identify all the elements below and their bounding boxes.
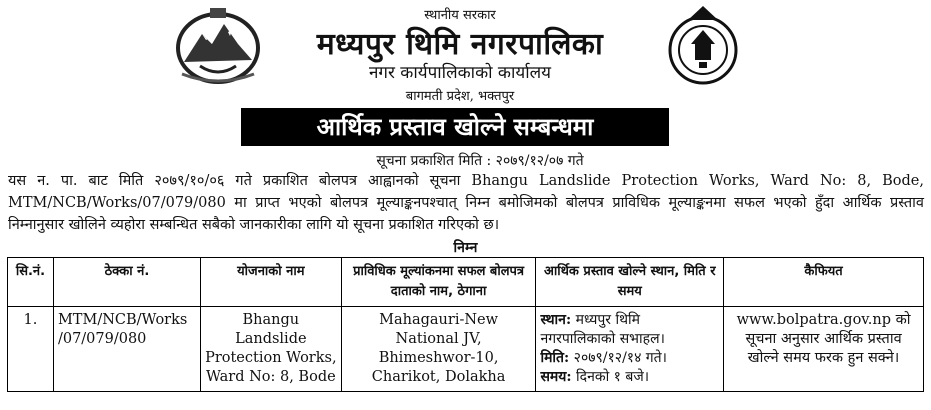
nepal-emblem-logo [172, 4, 264, 86]
cell-bidder: Mahagauri-New National JV, Bhimeshwor-10, Charikot, Dolakha [341, 307, 536, 392]
cell-project: Bhangu Landslide Protection Works, Ward No: 8, Bode [200, 307, 341, 392]
municipality-name: मध्यपुर थिमि नगरपालिका [316, 27, 604, 62]
government-label: स्थानीय सरकार [424, 8, 496, 23]
cell-remarks: www.bolpatra.gov.np को सूचना अनुसार आर्थिक प्रस्ताव खोल्ने समय फरक हुन सक्ने। [724, 307, 924, 392]
bid-table [7, 257, 924, 392]
notice-title: आर्थिक प्रस्ताव खोल्ने सम्बन्धमा [241, 108, 669, 146]
table-header-row [8, 258, 924, 307]
place-value: मध्यपुर थिमि नगरपालिकाको सभाहल। [540, 312, 665, 347]
cell-opening [536, 307, 724, 392]
table-row [8, 307, 924, 392]
list-label: निम्न [453, 240, 478, 256]
header-project: योजनाको नाम [200, 258, 341, 307]
header-contract-no: ठेक्का नं. [53, 258, 200, 307]
header-remarks: कैफियत [724, 258, 924, 307]
header-bidder: प्राविधिक मूल्यांकनमा सफल बोलपत्र दाताको नाम, ठेगाना [341, 258, 536, 307]
place-label: स्थान: [540, 312, 572, 328]
header-opening: आर्थिक प्रस्ताव खोल्ने स्थान, मिति र समय [536, 258, 724, 307]
time-label: समय: [540, 369, 572, 385]
office-name: नगर कार्यपालिकाको कार्यालय [368, 63, 552, 83]
municipality-seal-logo [666, 4, 740, 86]
notice-body: यस न. पा. बाट मिति २०७९/१०/०६ गते प्रकाशित बोलपत्र आह्वानको सूचना Bhangu Landslide Protection Works, Ward No: 8, Bode, MTM/NCB/Works/07/079/080 मा प्राप्त भएको बोलपत्र मूल्याङ्कनपश्चात् निम्न बमोजिमको बोलपत्र प्राविधिक मूल्याङ्कनमा सफल भएको हुँदा आर्थिक प्रस्ताव निम्नानुसार खोलिने व्यहोरा सम्बन्धित सबैको जानकारीका लागि यो सूचना प्रकाशित गरिएको छ। [8, 173, 924, 233]
cell-contract-no: MTM/NCB/Works /07/079/080 [53, 307, 200, 392]
header-sn: सि.नं. [8, 258, 54, 307]
published-date: सूचना प्रकाशित मिति : २०७९/१२/०७ गते [376, 153, 584, 169]
time-value: दिनको १ बजे। [576, 369, 650, 385]
date-value: २०७९/१२/१४ गते। [573, 350, 667, 366]
cell-sn: 1. [8, 307, 54, 392]
date-label: मिति: [540, 350, 570, 366]
office-address: बागमती प्रदेश, भक्तपुर [405, 89, 515, 104]
